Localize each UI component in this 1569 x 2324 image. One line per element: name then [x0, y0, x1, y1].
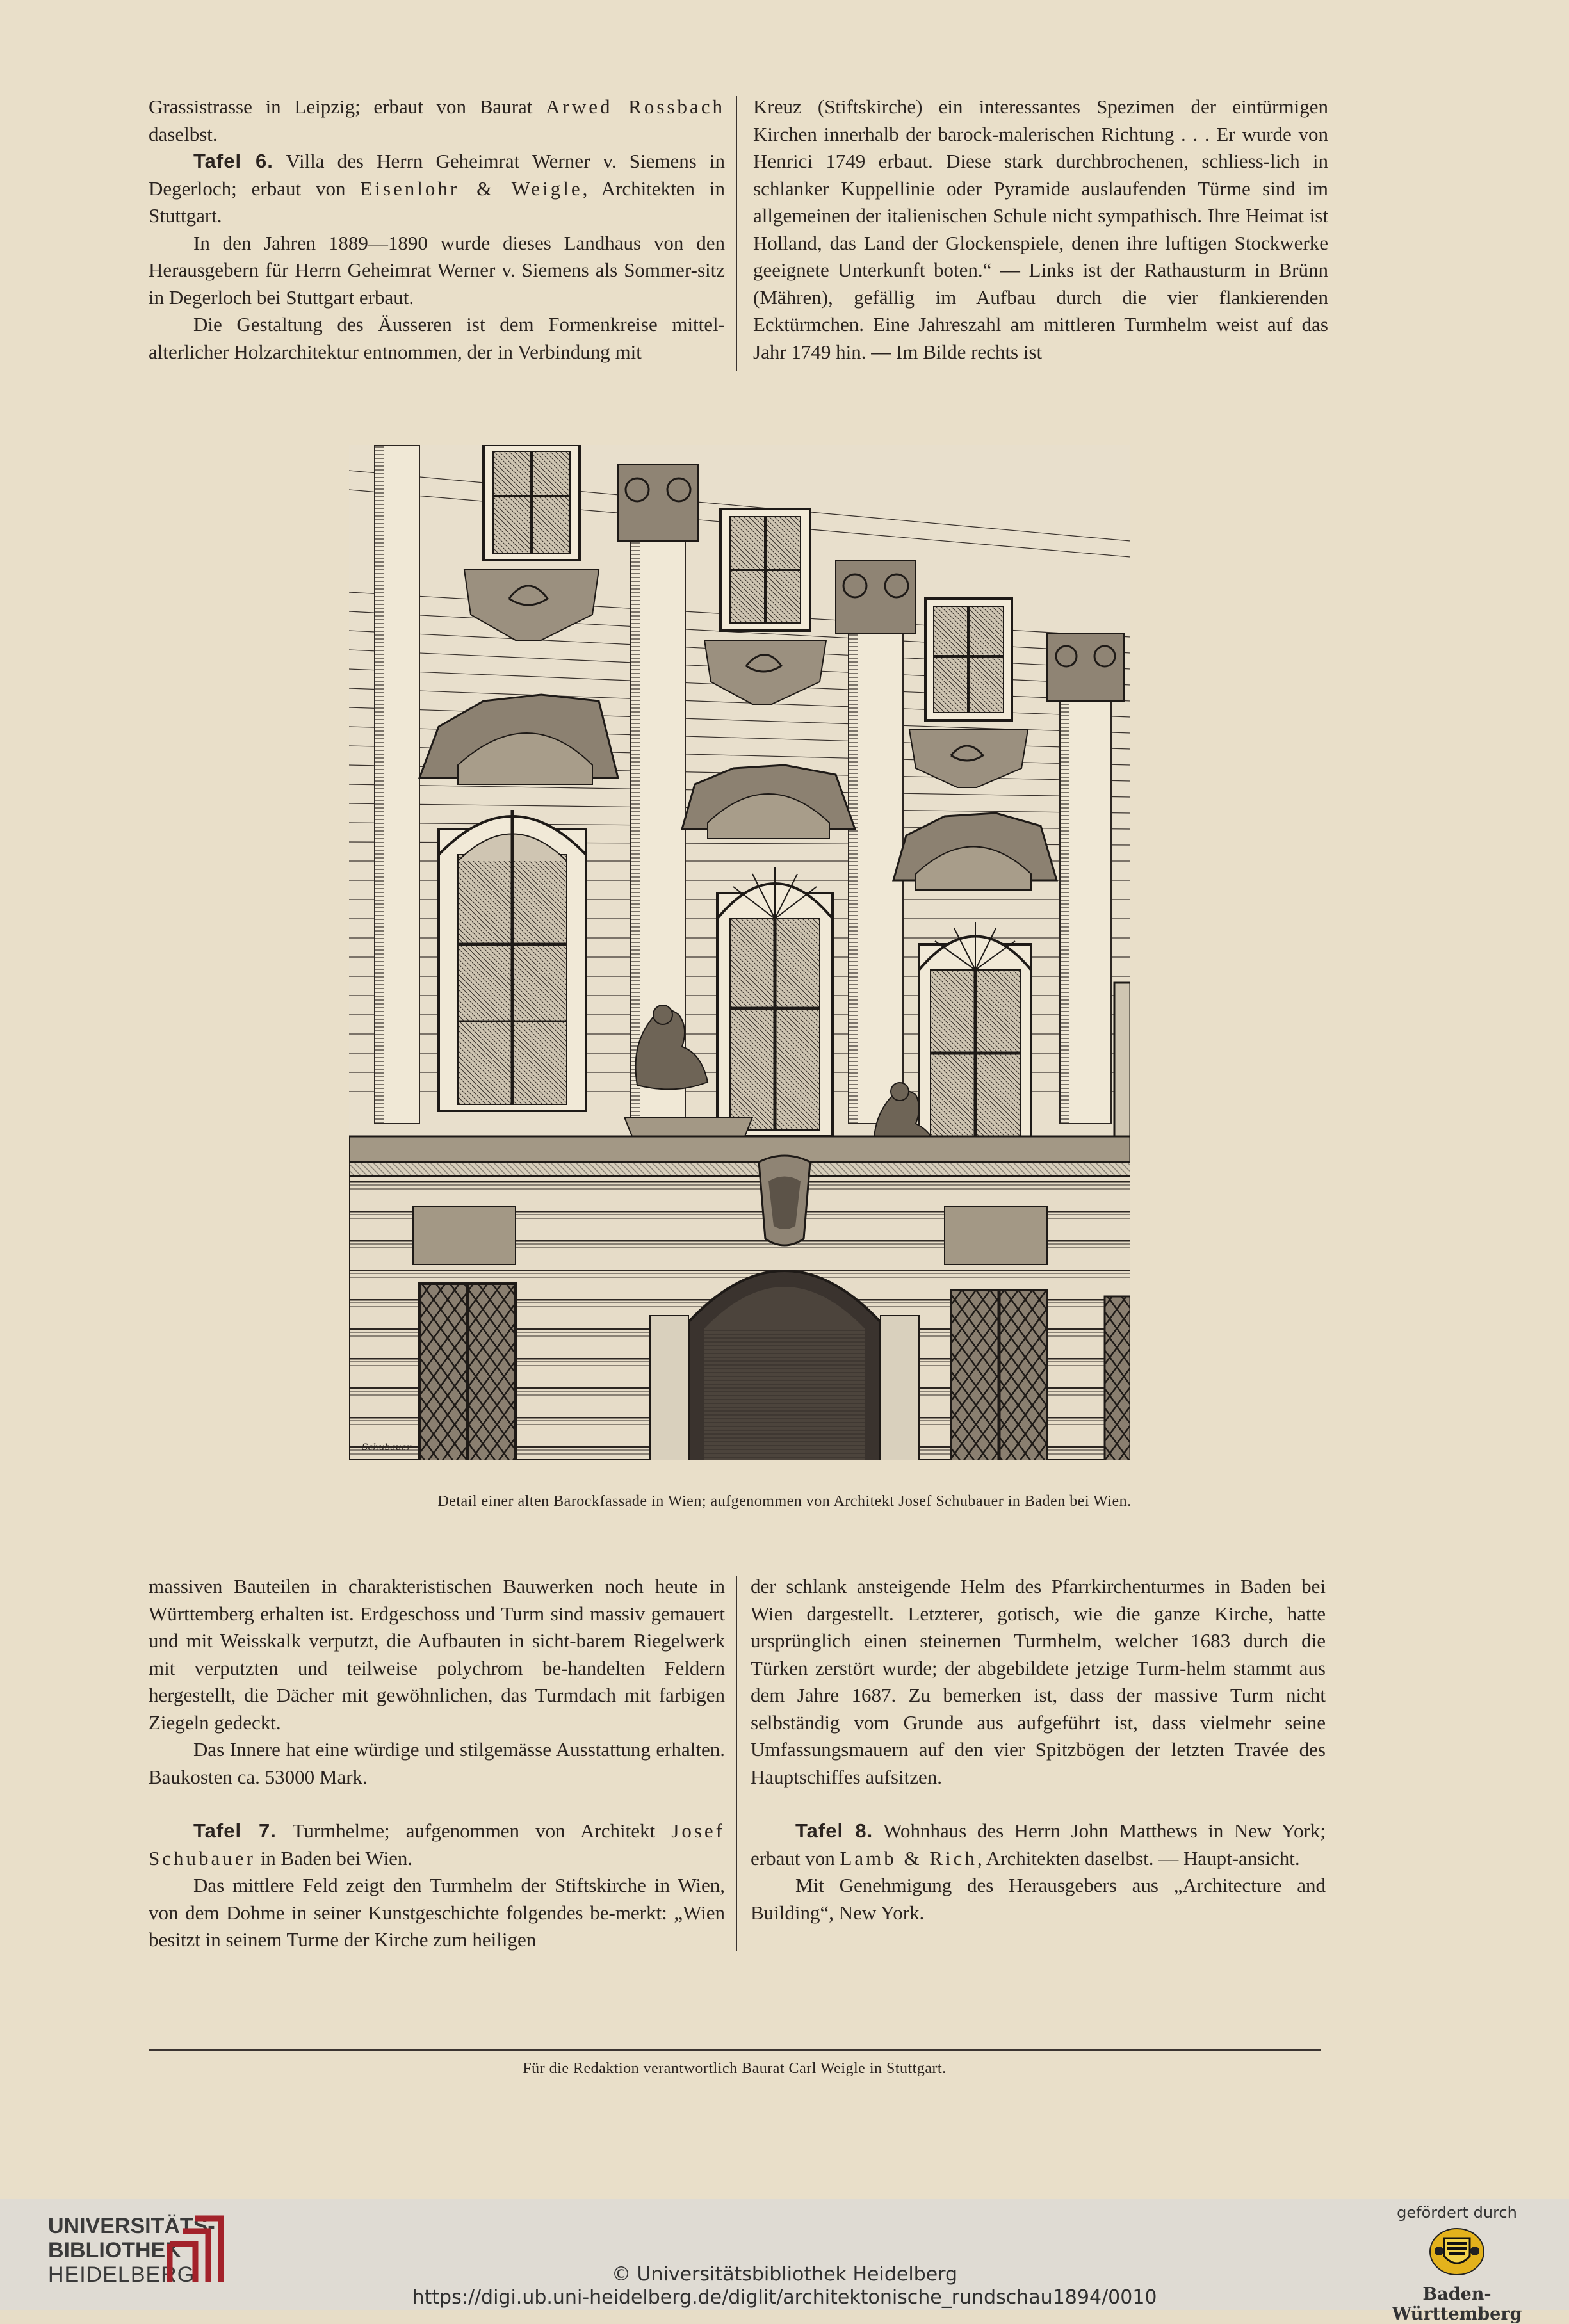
- paragraph: massiven Bauteilen in charakteristischen Bauwerken noch heute in Württemberg erhalten ist. Erdgeschoss und Turm sind massiv gemauert und mit Weisskalk verputzt, die Aufbauten in sicht-barem Riegelwerk mit verputzten und teilweise polychrom be-handelten Feldern hergestellt, die Dächer mit gewöhnlichen, das Turmdach mit farbigen Ziegeln gedeckt.: [149, 1575, 725, 1734]
- paragraph: In den Jahren 1889—1890 wurde dieses Landhaus von den Herausgebern für Herrn Geheimrat Werner v. Siemens als Sommer-sitz in Degerloch bei Stuttgart erbaut.: [149, 231, 725, 309]
- ub-logo-mark-icon: [157, 2212, 227, 2289]
- tafel-6-paragraph: Tafel 6. Villa des Herrn Geheimrat Werner v. Siemens in Degerloch; erbaut von Eisenlohr & Weigle, Architekten in Stuttgart.: [149, 150, 725, 227]
- copyright-text: © Universitätsbibliothek Heidelberg: [611, 2263, 957, 2286]
- column-bottom-left: [149, 1573, 725, 1954]
- column-top-right: [753, 93, 1328, 366]
- column-bottom-right: [751, 1573, 1326, 1926]
- paragraph: Das mittlere Feld zeigt den Turmhelm der Stiftskirche in Wien, von dem Dohme in seiner Kunstgeschichte folgendes be-merkt: „Wien besitzt in seinem Turme der Kirche zum heiligen: [149, 1874, 725, 1951]
- paragraph: Das Innere hat eine würdige und stilgemässe Ausstattung erhalten. Baukosten ca. 53000 Mark.: [149, 1738, 725, 1788]
- paragraph: Mit Genehmigung des Herausgebers aus „Architecture and Building“, New York.: [751, 1874, 1326, 1924]
- paragraph: Grassistrasse in Leipzig; erbaut von Baurat Arwed Rossbach daselbst.: [149, 95, 725, 145]
- paragraph: Kreuz (Stiftskirche) ein interessantes Spezimen der eintürmigen Kirchen innerhalb der barock-malerischen Richtung . . . Er wurde von Henrici 1749 erbaut. Diese stark durchbrochenen, schliess-lich in schlanker Kuppellinie oder Pyramide auslaufenden Türme sind im allgemeinen der italienischen Schule nicht sympathisch. Ihre Heimat ist Holland, das Land der Glockenspiele, denen ihre luftigen Stockwerke geeignete Unterkunft boten.“ — Links ist der Rathausturm in Brünn (Mähren), gefällig im Aufbau durch die vier flankierenden Ecktürmchen. Eine Jahreszahl am mittleren Turmhelm weist auf das Jahr 1749 hin. — Im Bilde rechts ist: [753, 95, 1328, 363]
- tafel-8-paragraph: Tafel 8. Wohnhaus des Herrn John Matthews in New York; erbaut von Lamb & Rich, Architekten daselbst. — Haupt-ansicht.: [751, 1820, 1326, 1869]
- column-divider: [736, 96, 737, 371]
- editorial-note: Für die Redaktion verantwortlich Baurat Carl Weigle in Stuttgart.: [523, 2060, 947, 2077]
- funded-by-label: gefördert durch: [1397, 2204, 1517, 2222]
- funding-logo[interactable]: [1364, 2204, 1550, 2324]
- column-divider: [736, 1576, 737, 1951]
- coat-of-arms-icon: [1428, 2227, 1486, 2277]
- column-top-left: [149, 93, 725, 366]
- footer-rule: [149, 2049, 1321, 2051]
- copyright-block: [320, 2263, 1249, 2309]
- paragraph: der schlank ansteigende Helm des Pfarrkirchenturmes in Baden bei Wien dargestellt. Letzterer, gotisch, wie die ganze Kirche, hatte ursprünglich einen steinernen Turmhelm, welcher 1683 durch die Türken zerstört wurde; der abgebildete jetzige Turm-helm stammt aus dem Jahre 1687. Zu bemerken ist, dass der massive Turm nicht selbständig vom Grunde aus aufgeführt ist, dass vielmehr seine Umfassungsmauern auf den vier Spitzbögen der letzten Travée des Hauptschiffes aufsitzen.: [751, 1575, 1326, 1788]
- figure-caption: Detail einer alten Barockfassade in Wien; aufgenommen von Architekt Josef Schubauer in Baden bei Wien.: [437, 1493, 1132, 1510]
- state-label: Baden-Württemberg: [1392, 2284, 1522, 2324]
- source-url-link[interactable]: https://digi.ub.uni-heidelberg.de/diglit/architektonische_rundschau1894/0010: [412, 2286, 1157, 2309]
- ub-heidelberg-logo[interactable]: UNIVERSITÄTS- BIBLIOTHEK HEIDELBERG: [48, 2214, 215, 2287]
- baroque-facade-engraving: [349, 445, 1130, 1460]
- tafel-7-paragraph: Tafel 7. Turmhelme; aufgenommen von Architekt Josef Schubauer in Baden bei Wien.: [149, 1820, 725, 1869]
- engraver-signature: Schubauer: [362, 1442, 411, 1453]
- paragraph: Die Gestaltung des Äusseren ist dem Formenkreise mittel-alterlicher Holzarchitektur entnommen, der in Verbindung mit: [149, 313, 725, 363]
